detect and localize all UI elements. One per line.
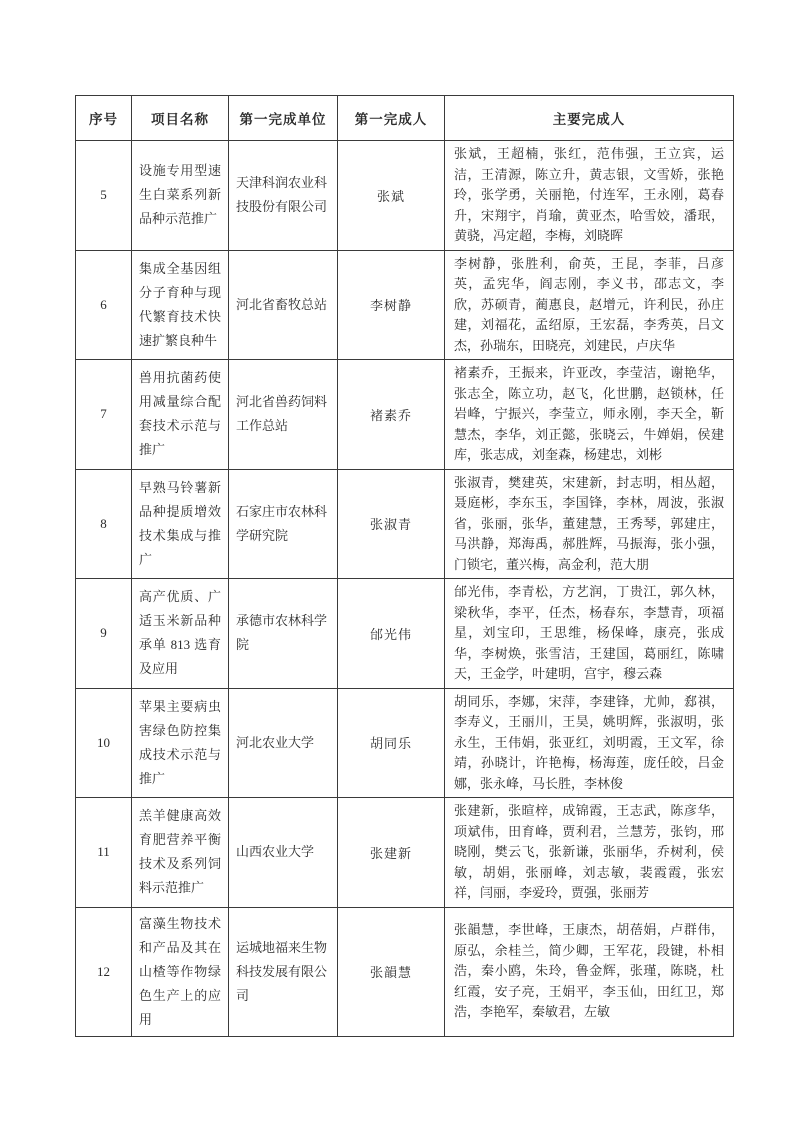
row-number: 9 bbox=[76, 579, 132, 689]
header-project: 项目名称 bbox=[132, 96, 229, 141]
award-projects-table bbox=[75, 95, 734, 1037]
row-number: 11 bbox=[76, 798, 132, 908]
project-name: 苹果主要病虫害绿色防控集成技术示范与推广 bbox=[132, 688, 229, 798]
first-completion-unit: 石家庄市农林科学研究院 bbox=[229, 469, 338, 579]
first-completion-unit: 河北省兽药饲料工作总站 bbox=[229, 360, 338, 470]
row-number: 8 bbox=[76, 469, 132, 579]
first-completer: 张建新 bbox=[338, 798, 445, 908]
main-completers: 张淑青，樊建英，宋建新，封志明，相丛超，聂庭彬，李东玉，李国锋，李林，周波，张淑省，张丽，张华，董建慧，王秀琴，郭建庄，马洪静，郑海禹，郝胜辉，马振海，张小强，门锁宅，董兴梅，高金利，范大朋 bbox=[445, 469, 734, 579]
first-completer: 张韻慧 bbox=[338, 907, 445, 1036]
table-row bbox=[76, 250, 734, 360]
main-completers: 褚素乔，王振来，许亚改，李莹洁，谢艳华，张志全，陈立功，赵飞，化世鹏，赵锁林，任岩峰，宁振兴，李莹立，师永刚，李天全，靳慧杰，李华，刘正懿，张晓云，牛婵娟，侯建库，张志成，刘奎森，杨建忠，刘彬 bbox=[445, 360, 734, 470]
project-name: 羔羊健康高效育肥营养平衡技术及系列饲料示范推广 bbox=[132, 798, 229, 908]
first-completion-unit: 天津科润农业科技股份有限公司 bbox=[229, 141, 338, 251]
first-completer: 张淑青 bbox=[338, 469, 445, 579]
row-number: 6 bbox=[76, 250, 132, 360]
table-row bbox=[76, 798, 734, 908]
first-completion-unit: 承德市农林科学院 bbox=[229, 579, 338, 689]
row-number: 10 bbox=[76, 688, 132, 798]
table-header bbox=[76, 96, 734, 141]
main-completers: 张建新，张暄梓，成锦霞，王志武，陈彦华，项斌伟，田育峰，贾利君，兰慧芳，张钧，邢晓刚，樊云飞，张新谦，张丽华，乔树利，侯敏，胡娟，张丽峰，刘志敏，裴霞霞，张宏祥，闫丽，李爱玲，贾强，张丽芳 bbox=[445, 798, 734, 908]
row-number: 7 bbox=[76, 360, 132, 470]
main-completers: 李树静，张胜利，俞英，王昆，李菲，吕彦英，孟宪华，阎志刚，李义书，邵志文，李欣，苏硕青，蔺惠良，赵增元，许利民，孙庄建，刘福花，孟绍原，王宏磊，李秀英，吕文杰，孙瑞东，田晓亮，刘建民，卢庆华 bbox=[445, 250, 734, 360]
main-completers: 张韻慧，李世峰，王康杰，胡蓓娟，卢群伟，原弘，余桂兰，简少卿，王军花，段键，朴相浩，秦小鸥，朱玲，鲁金辉，张瑾，陈晓，杜红霞，安子亮，王娟平，李玉仙，田红卫，郑浩，李艳军，秦敏君，左敏 bbox=[445, 907, 734, 1036]
first-completer: 胡同乐 bbox=[338, 688, 445, 798]
table-row bbox=[76, 579, 734, 689]
table-row bbox=[76, 469, 734, 579]
first-completion-unit: 山西农业大学 bbox=[229, 798, 338, 908]
first-completer: 张斌 bbox=[338, 141, 445, 251]
project-name: 高产优质、广适玉米新品种承单 813 选育及应用 bbox=[132, 579, 229, 689]
first-completion-unit: 河北农业大学 bbox=[229, 688, 338, 798]
main-completers: 胡同乐，李娜，宋萍，李建锋，尤帅，郄祺，李寿义，王丽川，王昊，姚明辉，张淑明，张永生，王伟娟，张亚红，刘明霞，王文军，徐靖，孙晓计，许艳梅，杨海莲，庞任皎，吕金娜，张永峰，马长胜，李林俊 bbox=[445, 688, 734, 798]
main-completers: 邰光伟，李青松，方艺润，丁贵江，郭久林，梁秋华，李平，任杰，杨春东，李慧青，项福星，刘宝印，王思维，杨保峰，康亮，张成华，李树焕，张雪洁，王建国，葛丽红，陈啸天，王金学，叶建明，宫宇，穆云森 bbox=[445, 579, 734, 689]
header-row bbox=[76, 96, 734, 141]
project-name: 集成全基因组分子育种与现代繁育技术快速扩繁良种牛 bbox=[132, 250, 229, 360]
first-completion-unit: 河北省畜牧总站 bbox=[229, 250, 338, 360]
table-row bbox=[76, 907, 734, 1036]
header-main-completers: 主要完成人 bbox=[445, 96, 734, 141]
first-completer: 邰光伟 bbox=[338, 579, 445, 689]
project-name: 兽用抗菌药使用减量综合配套技术示范与推广 bbox=[132, 360, 229, 470]
row-number: 5 bbox=[76, 141, 132, 251]
header-unit: 第一完成单位 bbox=[229, 96, 338, 141]
project-name: 富藻生物技术和产品及其在山楂等作物绿色生产上的应用 bbox=[132, 907, 229, 1036]
header-no: 序号 bbox=[76, 96, 132, 141]
header-first-completer: 第一完成人 bbox=[338, 96, 445, 141]
project-name: 早熟马铃薯新品种提质增效技术集成与推广 bbox=[132, 469, 229, 579]
main-completers: 张斌，王超楠，张红，范伟强，王立宾，运洁，王清源，陈立升，黄志银，文雪娇，张艳玲，张学勇，关丽艳，付连军，王永刚，葛春升，宋翔宇，肖瑜，黄亚杰，哈雪姣，潘珉，黄骁，冯定超，李梅，刘晓晖 bbox=[445, 141, 734, 251]
table-row bbox=[76, 688, 734, 798]
row-number: 12 bbox=[76, 907, 132, 1036]
table-body bbox=[76, 141, 734, 1037]
project-name: 设施专用型速生白菜系列新品种示范推广 bbox=[132, 141, 229, 251]
table-row bbox=[76, 141, 734, 251]
table-row bbox=[76, 360, 734, 470]
first-completer: 李树静 bbox=[338, 250, 445, 360]
first-completer: 褚素乔 bbox=[338, 360, 445, 470]
first-completion-unit: 运城地福来生物科技发展有限公司 bbox=[229, 907, 338, 1036]
